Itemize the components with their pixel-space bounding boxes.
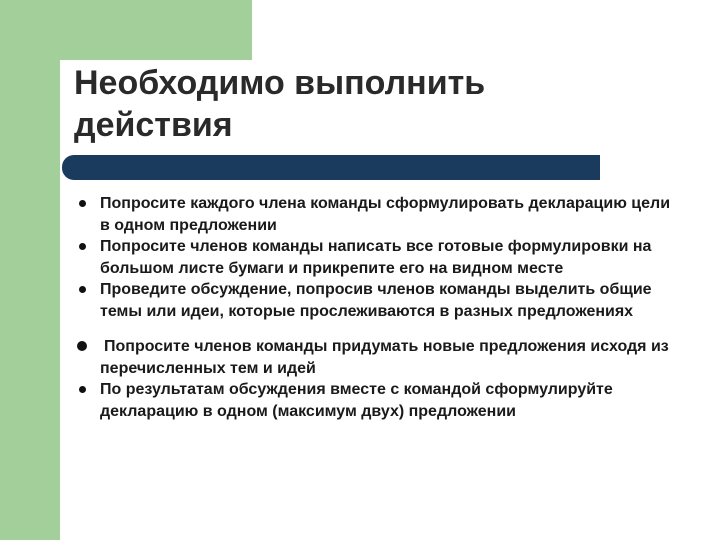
list-item-text: Попросите каждого члена команды сформулировать декларацию цели в одном предложении — [100, 195, 671, 234]
list-item — [76, 336, 676, 379]
list-item — [76, 236, 676, 279]
list-item — [76, 279, 676, 322]
bullet-dot-icon — [79, 200, 86, 207]
decorative-green-sidebar — [0, 0, 60, 540]
list-item-text: Проведите обсуждение, попросив членов команды выделить общие темы или идеи, которые прослеживаются в разных предложениях — [100, 281, 652, 320]
list-item — [76, 379, 676, 422]
bullet-dot-icon — [79, 386, 86, 393]
slide-title: Необходимо выполнить действия — [74, 64, 486, 144]
list-item-text: По результатам обсуждения вместе с командой сформулируйте декларацию в одном (максимум двух) предложении — [100, 381, 613, 420]
bullet-dot-icon — [79, 243, 86, 250]
list-item-text: Попросите членов команды придумать новые предложения исходя из перечисленных тем и идей — [100, 338, 669, 377]
list-item — [76, 193, 676, 236]
bullet-dot-icon — [79, 286, 86, 293]
title-underline-bar — [62, 155, 600, 180]
bullet-dot-icon — [77, 341, 87, 351]
bullet-list — [76, 193, 676, 422]
list-item-text: Попросите членов команды написать все готовые формулировки на большом листе бумаги и прикрепите его на видном месте — [100, 238, 652, 277]
